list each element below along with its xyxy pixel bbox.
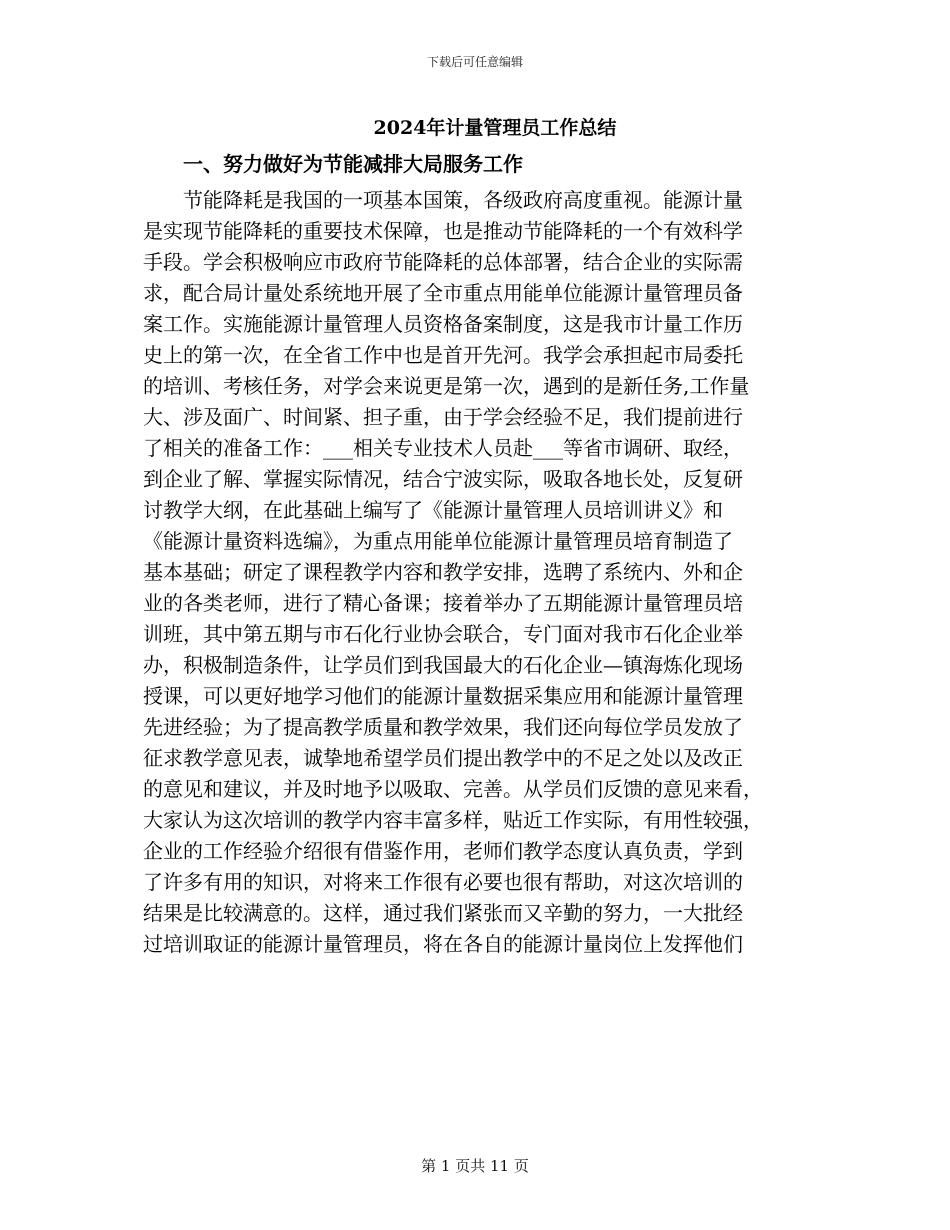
text-line: 的意见和建议，并及时地予以吸取、完善。从学员们反馈的意见来看， (143, 777, 763, 801)
document-title: 2024年计量管理员工作总结 (373, 117, 617, 139)
text-line: 结果是比较满意的。这样，通过我们紧张而又辛勤的努力，一大批经 (143, 901, 743, 925)
body-paragraph (143, 185, 813, 960)
text-line: 讨教学大纲，在此基础上编写了《能源计量管理人员培训讲义》和 (143, 498, 723, 522)
text-line: 了许多有用的知识，对将来工作很有必要也很有帮助，对这次培训的 (143, 870, 743, 894)
text-line: 的培训、考核任务，对学会来说更是第一次，遇到的是新任务,工作量 (143, 374, 750, 398)
text-line: 是实现节能降耗的重要技术保障，也是推动节能降耗的一个有效科学 (143, 219, 743, 243)
text-line: 到企业了解、掌握实际情况，结合宁波实际，吸取各地长处，反复研 (143, 467, 743, 491)
text-line: 大家认为这次培训的教学内容丰富多样，贴近工作实际，有用性较强， (143, 808, 763, 832)
text-line: 基本基础；研定了课程教学内容和教学安排，选聘了系统内、外和企 (143, 560, 743, 584)
text-line: 办，积极制造条件，让学员们到我国最大的石化企业—镇海炼化现场 (143, 653, 743, 677)
text-line: 求，配合局计量处系统地开展了全市重点用能单位能源计量管理员备 (143, 281, 743, 305)
text-line: 征求教学意见表，诚挚地希望学员们提出教学中的不足之处以及改正 (143, 746, 743, 770)
page-header-note: 下载后可任意编辑 (426, 55, 523, 69)
section-heading: 一、努力做好为节能减排大局服务工作 (183, 152, 523, 176)
text-line: 了相关的准备工作：___相关专业技术人员赴___等省市调研、取经， (143, 436, 743, 460)
text-line: 企业的工作经验介绍很有借鉴作用，老师们教学态度认真负责，学到 (143, 839, 743, 863)
text-line: 节能降耗是我国的一项基本国策，各级政府高度重视。能源计量 (183, 188, 743, 212)
text-line: 史上的第一次，在全省工作中也是首开先河。我学会承担起市局委托 (143, 343, 743, 367)
text-line: 过培训取证的能源计量管理员，将在各自的能源计量岗位上发挥他们 (143, 932, 743, 956)
text-line: 《能源计量资料选编》，为重点用能单位能源计量管理员培育制造了 (143, 529, 733, 553)
text-line: 业的各类老师，进行了精心备课；接着举办了五期能源计量管理员培 (143, 591, 743, 615)
text-line: 训班，其中第五期与市石化行业协会联合，专门面对我市石化企业举 (143, 622, 743, 646)
text-line: 先进经验；为了提高教学质量和教学效果，我们还向每位学员发放了 (143, 715, 743, 739)
text-line: 授课，可以更好地学习他们的能源计量数据采集应用和能源计量管理 (143, 684, 743, 708)
text-line: 案工作。实施能源计量管理人员资格备案制度，这是我市计量工作历 (143, 312, 743, 336)
text-line: 大、涉及面广、时间紧、担子重，由于学会经验不足，我们提前进行 (143, 405, 743, 429)
page-number: 第 1 页共 11 页 (421, 1157, 529, 1175)
text-line: 手段。学会积极响应市政府节能降耗的总体部署，结合企业的实际需 (143, 250, 743, 274)
